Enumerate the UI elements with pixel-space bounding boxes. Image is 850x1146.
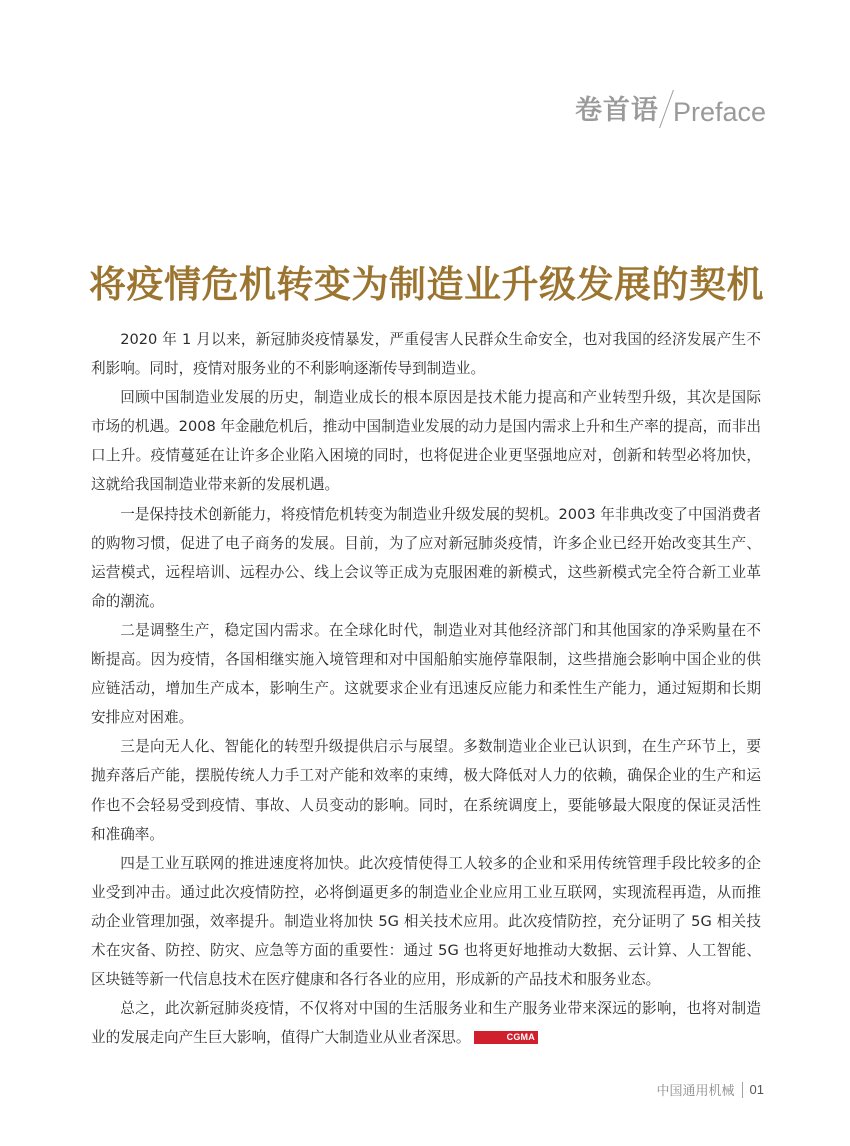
article-body — [91, 325, 761, 1052]
paragraph-2: 回顾中国制造业发展的历史，制造业成长的根本原因是技术能力提高和产业转型升级，其次是国际市场的机遇。2008 年金融危机后，推动中国制造业发展的动力是国内需求上升和生产率的提高，而非出口上升。疫情蔓延在让许多企业陷入困境的同时，也将促进企业更坚强地应对，创新和转型必将加快，这就给我国制造业带来新的发展机遇。 — [91, 389, 761, 494]
page-number: 01 — [749, 1082, 764, 1097]
cgma-end-mark: CGMA — [474, 1031, 537, 1044]
article-title: 将疫情危机转变为制造业升级发展的契机 — [89, 262, 764, 306]
section-divider — [659, 90, 674, 128]
section-label-cn: 卷首语 — [574, 95, 659, 126]
footer-divider — [742, 1082, 743, 1098]
paragraph-7 — [91, 994, 761, 1052]
paragraph-3: 一是保持技术创新能力，将疫情危机转变为制造业升级发展的契机。2003 年非典改变了中国消费者的购物习惯，促进了电子商务的发展。目前，为了应对新冠肺炎疫情，许多企业已经开始改变其生产、运营模式，远程培训、远程办公、线上会议等正成为克服困难的新模式，这些新模式完全符合新工业革命的潮流。 — [91, 505, 761, 610]
page-footer — [657, 1080, 764, 1099]
section-header — [575, 88, 766, 128]
paragraph-5: 三是向无人化、智能化的转型升级提供启示与展望。多数制造业企业已认识到，在生产环节上，要抛弃落后产能，摆脱传统人力手工对产能和效率的束缚，极大降低对人力的依赖，确保企业的生产和运作也不会轻易受到疫情、事故、人员变动的影响。同时，在系统调度上，要能够最大限度的保证灵活性和准确率。 — [91, 738, 761, 843]
paragraph-1: 2020 年 1 月以来，新冠肺炎疫情暴发，严重侵害人民群众生命安全，也对我国的经济发展产生不利影响。同时，疫情对服务业的不利影响逐渐传导到制造业。 — [91, 331, 761, 378]
paragraph-4: 二是调整生产，稳定国内需求。在全球化时代，制造业对其他经济部门和其他国家的净采购量在不断提高。因为疫情，各国相继实施入境管理和对中国船舶实施停靠限制，这些措施会影响中国企业的供应链活动，增加生产成本，影响生产。这就要求企业有迅速反应能力和柔性生产能力，通过短期和长期安排应对困难。 — [91, 621, 761, 727]
paragraph-6: 四是工业互联网的推进速度将加快。此次疫情使得工人较多的企业和采用传统管理手段比较多的企业受到冲击。通过此次疫情防控，必将倒逼更多的制造业企业应用工业互联网，实现流程再造，从而推动企业管理加强，效率提升。制造业将加快 5G 相关技术应用。此次疫情防控，充分证明了 5G 相关技术在灾备、防控、防灾、应急等方面的重要性：通过 5G 也将更好地推动大数据、云计算、人工智能、区块链等新一代信息技术在医疗健康和各行各业的应用，形成新的产品技术和服务业态。 — [91, 854, 761, 989]
section-label-en: Preface — [672, 97, 766, 127]
publication-name: 中国通用机械 — [656, 1084, 735, 1099]
paragraph-7-text: 总之，此次新冠肺炎疫情，不仅将对中国的生活服务业和生产服务业带来深远的影响，也将对制造业的发展走向产生巨大影响，值得广大制造业从业者深思。 — [91, 1000, 761, 1047]
